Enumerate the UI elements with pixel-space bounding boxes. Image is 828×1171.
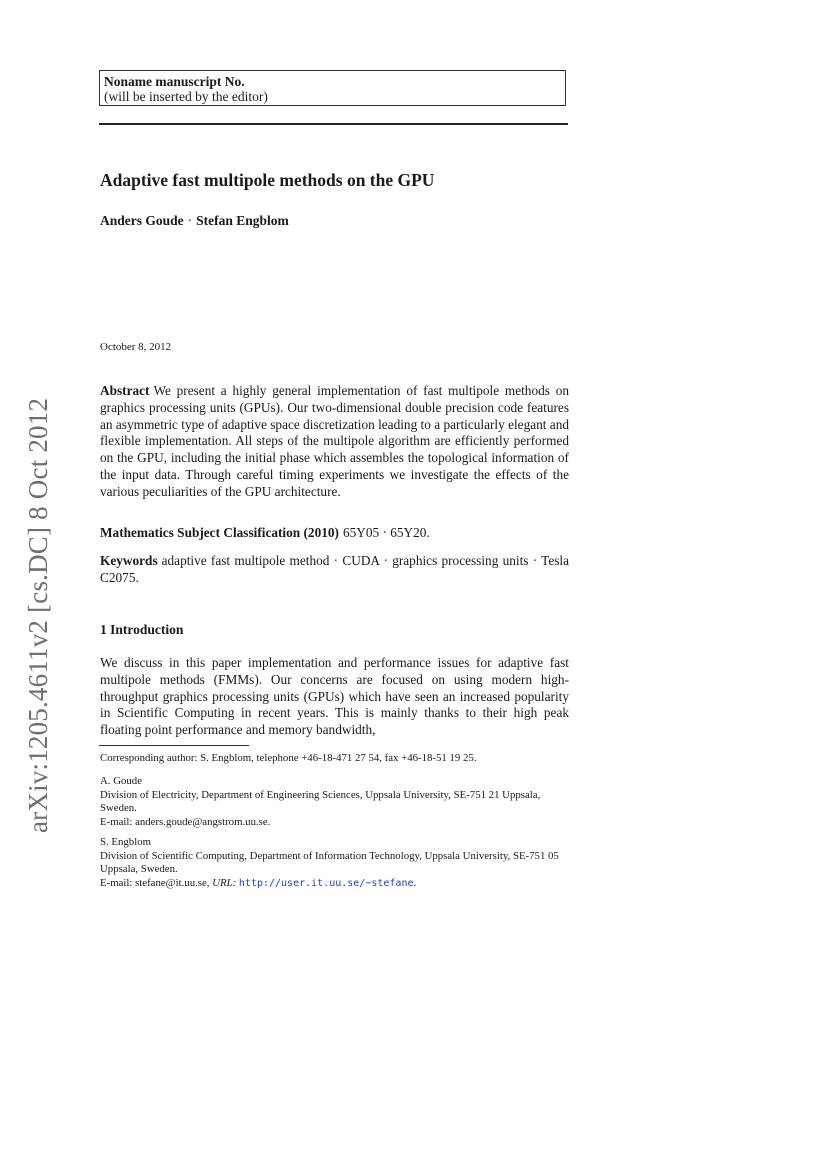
keywords-text: adaptive fast multipole method · CUDA · graphics processing units · Tesla C2075. bbox=[100, 553, 569, 585]
arxiv-identifier-stamp: arXiv:1205.4611v2 [cs.DC] 8 Oct 2012 bbox=[23, 397, 53, 833]
introduction-paragraph: We discuss in this paper implementation and performance issues for adaptive fast multipole methods (FMMs). Our concerns are focused on using modern high-throughput graphics processing units (GPUs) which have seen an increased popularity in Scientific Computing in recent years. This is mainly thanks to their high peak floating point performance and memory bandwidth, bbox=[100, 655, 569, 738]
keywords-paragraph bbox=[100, 553, 569, 587]
footnote-rule bbox=[99, 745, 249, 746]
keywords-label: Keywords bbox=[100, 553, 158, 568]
abstract-paragraph bbox=[100, 383, 569, 501]
affiliation-address: Division of Electricity, Department of Engineering Sciences, Uppsala University, SE-751 21 Uppsala, Sweden. bbox=[100, 788, 541, 814]
footnote-affiliation-goude bbox=[100, 775, 572, 829]
paper-date: October 8, 2012 bbox=[100, 341, 172, 353]
affiliation-email: E-mail: anders.goude@angstrom.uu.se. bbox=[100, 815, 271, 828]
author-separator: · bbox=[187, 213, 193, 228]
msc-classification bbox=[100, 525, 569, 542]
manuscript-number-box bbox=[99, 70, 566, 106]
paper-title: Adaptive fast multipole methods on the GPU bbox=[100, 170, 435, 190]
header-rule bbox=[99, 123, 568, 125]
footnote-corresponding-author: Corresponding author: S. Engblom, telephone +46-18-471 27 54, fax +46-18-51 19 25. bbox=[100, 752, 477, 764]
homepage-link[interactable]: http://user.it.uu.se/~stefane bbox=[238, 877, 414, 889]
affiliation-email: E-mail: stefane@it.uu.se, bbox=[100, 876, 210, 889]
url-label: URL: bbox=[212, 876, 237, 889]
affiliation-name: S. Engblom bbox=[100, 836, 151, 848]
author-name: Anders Goude bbox=[100, 213, 184, 228]
footnote-affiliation-engblom bbox=[100, 836, 572, 890]
url-suffix: . bbox=[413, 876, 417, 889]
msc-label: Mathematics Subject Classification (2010) bbox=[100, 525, 339, 540]
abstract-label: Abstract bbox=[100, 383, 150, 398]
affiliation-contact bbox=[100, 877, 572, 891]
author-name: Stefan Engblom bbox=[196, 213, 289, 228]
section-heading-introduction: 1 Introduction bbox=[100, 622, 184, 637]
msc-codes: 65Y05 · 65Y20. bbox=[342, 525, 430, 540]
affiliation-address: Division of Scientific Computing, Department of Information Technology, Uppsala University, SE-751 05 Uppsala, Sweden. bbox=[100, 849, 559, 875]
affiliation-name: A. Goude bbox=[100, 775, 142, 787]
author-list bbox=[100, 213, 289, 229]
abstract-text: We present a highly general implementation of fast multipole methods on graphics processing units (GPUs). Our two-dimensional double precision code features an asymmetric type of adaptive space discretization leading to a particularly elegant and flexible implementation. All steps of the multipole algorithm are efficiently performed on the GPU, including the initial phase which assembles the topological information of the input data. Through careful timing experiments we investigate the effects of the various peculiarities of the GPU architecture. bbox=[100, 383, 569, 499]
editor-note: (will be inserted by the editor) bbox=[104, 89, 268, 104]
manuscript-number-label: Noname manuscript No. bbox=[104, 74, 245, 89]
